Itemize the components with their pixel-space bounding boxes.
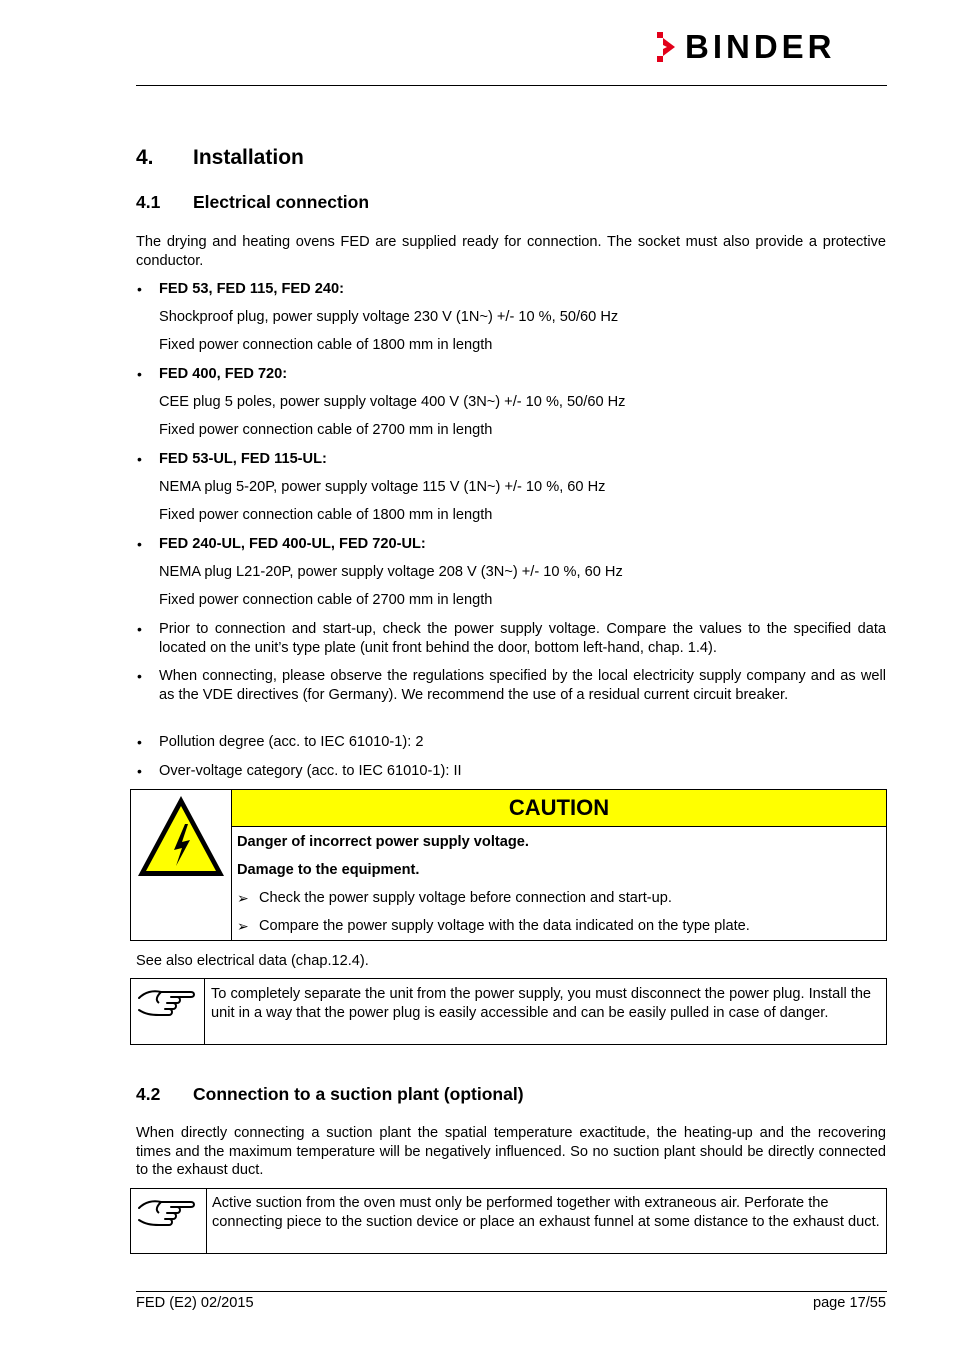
note-text: Active suction from the oven must only be performed together with extraneous air. Perforate the connecting piece to the suction device or place an exhaust funnel at some distance to the exhaust duct. [212,1195,880,1230]
bullet-icon: • [137,281,142,297]
caution-action: Compare the power supply voltage with the data indicated on the type plate. [259,918,750,934]
bullet-text: When connecting, please observe the regulations specified by the local electricity supply company and as well as the VDE directives (for Germany). We recommend the use of a residual current circuit breaker. [159,668,886,703]
section-number: 4. [136,146,154,169]
model-label: FED 53-UL, FED 115-UL: [159,451,327,467]
intro-paragraph: The drying and heating ovens FED are supplied ready for connection. The socket must also provide a protective conductor. [136,234,886,269]
bullet-icon: • [137,536,142,552]
caution-action: Check the power supply voltage before connection and start-up. [259,890,672,906]
intro-paragraph: When directly connecting a suction plant the spatial temperature exactitude, the heating-up and the recovering times and the maximum temperature will be negatively influenced. So no suction plant should be directly connected to the exhaust duct. [136,1125,886,1178]
binder-logo [655,30,890,64]
pointing-hand-icon [137,984,197,1024]
footer-doc-id: FED (E2) 02/2015 [136,1295,254,1311]
logo-chevron-icon [655,32,681,62]
bullet-text: Prior to connection and start-up, check the power supply voltage. Compare the values to the specified data located on the unit’s type plate (unit front behind the door, bottom left-hand, chap. 1.4). [159,621,886,656]
model-line: Fixed power connection cable of 1800 mm in length [159,337,493,353]
model-line: NEMA plug 5-20P, power supply voltage 115 V (1N~) +/- 10 %, 60 Hz [159,479,606,495]
subsection-title: Electrical connection [193,192,370,212]
footer-page-number: page 17/55 [812,1295,886,1311]
section-title: Installation [193,146,304,169]
arrow-bullet-icon: ➢ [237,890,249,906]
bullet-icon: • [137,763,142,779]
note-box [130,978,887,1045]
caution-box [130,789,887,941]
note-divider [204,979,205,1044]
caution-heading: CAUTION [232,790,886,827]
bullet-text: Over-voltage category (acc. to IEC 61010-1): II [159,763,462,779]
subsection-number: 4.1 [136,192,161,212]
bullet-icon: • [137,621,142,637]
see-also-text: See also electrical data (chap.12.4). [136,953,369,969]
model-line: Fixed power connection cable of 2700 mm in length [159,592,493,608]
subsection-number: 4.2 [136,1084,161,1104]
bullet-icon: • [137,734,142,750]
caution-damage: Damage to the equipment. [237,862,420,878]
caution-danger: Danger of incorrect power supply voltage. [237,834,529,850]
arrow-bullet-icon: ➢ [237,918,249,934]
bullet-icon: • [137,451,142,467]
model-line: CEE plug 5 poles, power supply voltage 400 V (3N~) +/- 10 %, 50/60 Hz [159,394,626,410]
pointing-hand-icon [137,1194,197,1234]
note-text: To completely separate the unit from the power supply, you must disconnect the power plug. Install the unit in a way that the power plug is easily accessible and can be easily pulled in case of danger. [211,986,872,1021]
subsection-title: Connection to a suction plant (optional) [193,1084,524,1104]
note-divider [206,1189,207,1253]
footer-rule [136,1291,887,1292]
model-label: FED 240-UL, FED 400-UL, FED 720-UL: [159,536,426,552]
note-box [130,1188,887,1254]
header-rule [136,85,887,86]
bullet-text: Pollution degree (acc. to IEC 61010-1): 2 [159,734,424,750]
bullet-icon: • [137,366,142,382]
model-line: Fixed power connection cable of 1800 mm in length [159,507,493,523]
model-label: FED 53, FED 115, FED 240: [159,281,344,297]
bullet-icon: • [137,668,142,684]
brand-name: BINDER [685,28,836,65]
model-line: Shockproof plug, power supply voltage 230 V (1N~) +/- 10 %, 50/60 Hz [159,309,619,325]
model-label: FED 400, FED 720: [159,366,288,382]
high-voltage-warning-icon [136,794,226,878]
model-line: Fixed power connection cable of 2700 mm in length [159,422,493,438]
model-line: NEMA plug L21-20P, power supply voltage 208 V (3N~) +/- 10 %, 60 Hz [159,564,623,580]
